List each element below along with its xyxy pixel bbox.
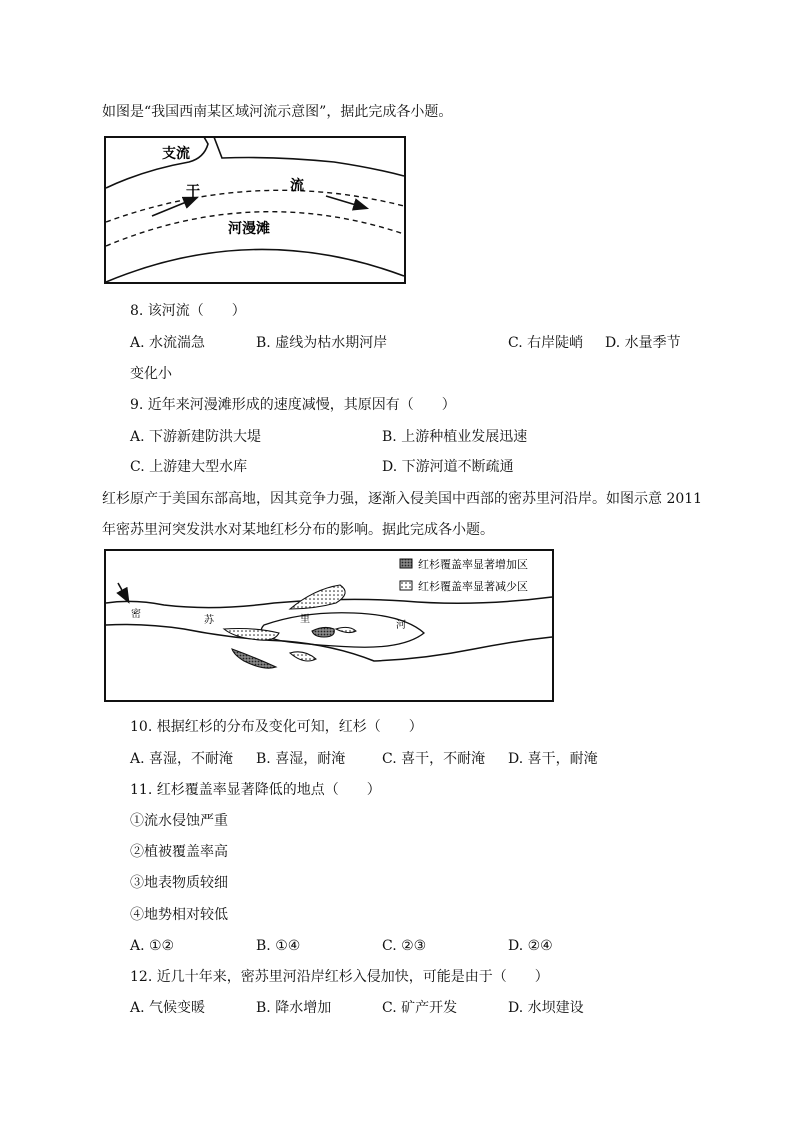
q12-option-d: D. 水坝建设 — [508, 1000, 584, 1016]
q11-option-b: B. ①④ — [256, 938, 301, 954]
q12-option-c: C. 矿产开发 — [382, 1000, 458, 1016]
river-diagram-figure — [104, 136, 406, 284]
label-main-1: 干 — [186, 184, 200, 200]
legend-swatch-decrease — [400, 581, 412, 590]
legend-label-increase: 红杉覆盖率显著增加区 — [418, 558, 528, 571]
q9-stem: 9. 近年来河漫滩形成的速度减慢，其原因有（ ） — [130, 397, 456, 413]
q12-stem: 12. 近几十年来，密苏里河沿岸红杉入侵加快，可能是由于（ ） — [130, 969, 549, 985]
figure-frame — [105, 137, 405, 283]
q10-stem: 10. 根据红杉的分布及变化可知，红杉（ ） — [130, 719, 423, 735]
legend-label-decrease: 红杉覆盖率显著减少区 — [418, 580, 528, 593]
q10-option-d: D. 喜干，耐淹 — [508, 751, 598, 767]
label-tributary: 支流 — [162, 146, 190, 162]
q12-option-b: B. 降水增加 — [256, 1000, 332, 1016]
intro-text-1: 如图是“我国西南某区域河流示意图”，据此完成各小题。 — [102, 104, 453, 120]
q11-stem: 11. 红杉覆盖率显著降低的地点（ ） — [130, 782, 381, 798]
river-char-4: 河 — [396, 620, 406, 631]
q8-option-c: C. 右岸陡峭 — [508, 335, 584, 351]
q10-option-a: A. 喜湿，不耐淹 — [130, 751, 234, 767]
river-char-1: 密 — [131, 609, 141, 620]
q11-statement-3: ③地表物质较细 — [130, 875, 228, 891]
q9-option-c: C. 上游建大型水库 — [130, 459, 248, 475]
missouri-river-map-figure — [104, 549, 554, 702]
q9-option-a: A. 下游新建防洪大堤 — [130, 429, 262, 445]
legend-swatch-increase — [400, 559, 412, 568]
river-char-3: 里 — [300, 614, 310, 625]
q11-option-a: A. ①② — [130, 938, 175, 954]
figure-frame — [105, 550, 553, 701]
q11-option-d: D. ②④ — [508, 938, 553, 954]
q9-option-d: D. 下游河道不断疏通 — [382, 459, 514, 475]
q11-statement-4: ④地势相对较低 — [130, 907, 228, 923]
q12-option-a: A. 气候变暖 — [130, 1000, 206, 1016]
label-main-2: 流 — [290, 178, 304, 194]
q8-option-d: D. 水量季节 — [605, 335, 681, 351]
q9-option-b: B. 上游种植业发展迅速 — [382, 429, 528, 445]
q8-stem: 8. 该河流（ ） — [130, 303, 246, 319]
q10-option-c: C. 喜干，不耐淹 — [382, 751, 486, 767]
intro-text-2-line-1: 红杉原产于美国东部高地，因其竞争力强，逐渐入侵美国中西部的密苏里河沿岸。如图示意 2011 — [102, 491, 703, 507]
q11-statement-2: ②植被覆盖率高 — [130, 844, 228, 860]
q8-option-d-continued: 变化小 — [130, 366, 172, 382]
label-floodplain: 河漫滩 — [228, 221, 270, 237]
river-char-2: 苏 — [204, 615, 214, 626]
q10-option-b: B. 喜湿，耐淹 — [256, 751, 346, 767]
q8-option-b: B. 虚线为枯水期河岸 — [256, 335, 388, 351]
q11-statement-1: ①流水侵蚀严重 — [130, 813, 228, 829]
q8-option-a: A. 水流湍急 — [130, 335, 206, 351]
q11-option-c: C. ②③ — [382, 938, 427, 954]
intro-text-2-line-2: 年密苏里河突发洪水对某地红杉分布的影响。据此完成各小题。 — [102, 522, 494, 538]
